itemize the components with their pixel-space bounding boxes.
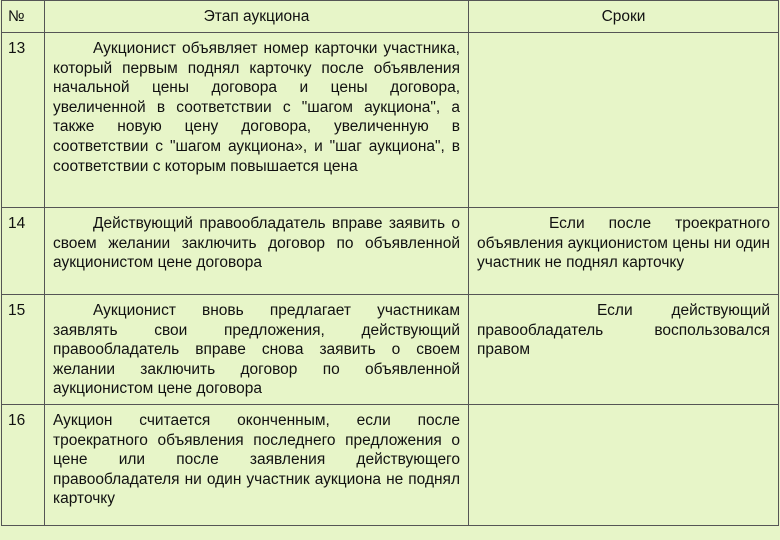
row-stage: Аукцион считается оконченным, если после троекратного объявления последнего предложения о цене или после заявления действующего правообладателя ни один участник аукциона не поднял карточку — [45, 405, 469, 526]
row-terms: Если после троекратного объявления аукционистом цены ни один участник не поднял карточку — [469, 208, 779, 295]
row-number: 16 — [2, 405, 45, 526]
table-row — [2, 208, 779, 295]
row-stage: Аукционист объявляет номер карточки участника, который первым поднял карточку после объявления начальной цены договора и цены договора, увеличенной в соответствии с "шагом аукциона", а также новую цену договора, увеличенную в соответствии с "шагом аукциона», и "шаг аукциона", в соответствии с которым повышается цена — [45, 33, 469, 208]
row-terms — [469, 33, 779, 208]
header-stage: Этап аукциона — [45, 1, 469, 33]
header-row — [2, 1, 779, 33]
header-terms: Сроки — [469, 1, 779, 33]
row-stage: Аукционист вновь предлагает участникам заявлять свои предложения, действующий правообладатель вправе снова заявить о своем желании заключить договор по объявленной аукционистом цене договора — [45, 295, 469, 405]
table-row — [2, 405, 779, 526]
row-stage: Действующий правообладатель вправе заявить о своем желании заключить договор по объявленной аукционистом цене договора — [45, 208, 469, 295]
header-number: № — [2, 1, 45, 33]
row-terms — [469, 405, 779, 526]
auction-stages-table — [1, 0, 779, 526]
table-row — [2, 33, 779, 208]
row-number: 15 — [2, 295, 45, 405]
row-terms: Если действующий правообладатель воспользовался правом — [469, 295, 779, 405]
row-number: 14 — [2, 208, 45, 295]
table-row — [2, 295, 779, 405]
row-number: 13 — [2, 33, 45, 208]
